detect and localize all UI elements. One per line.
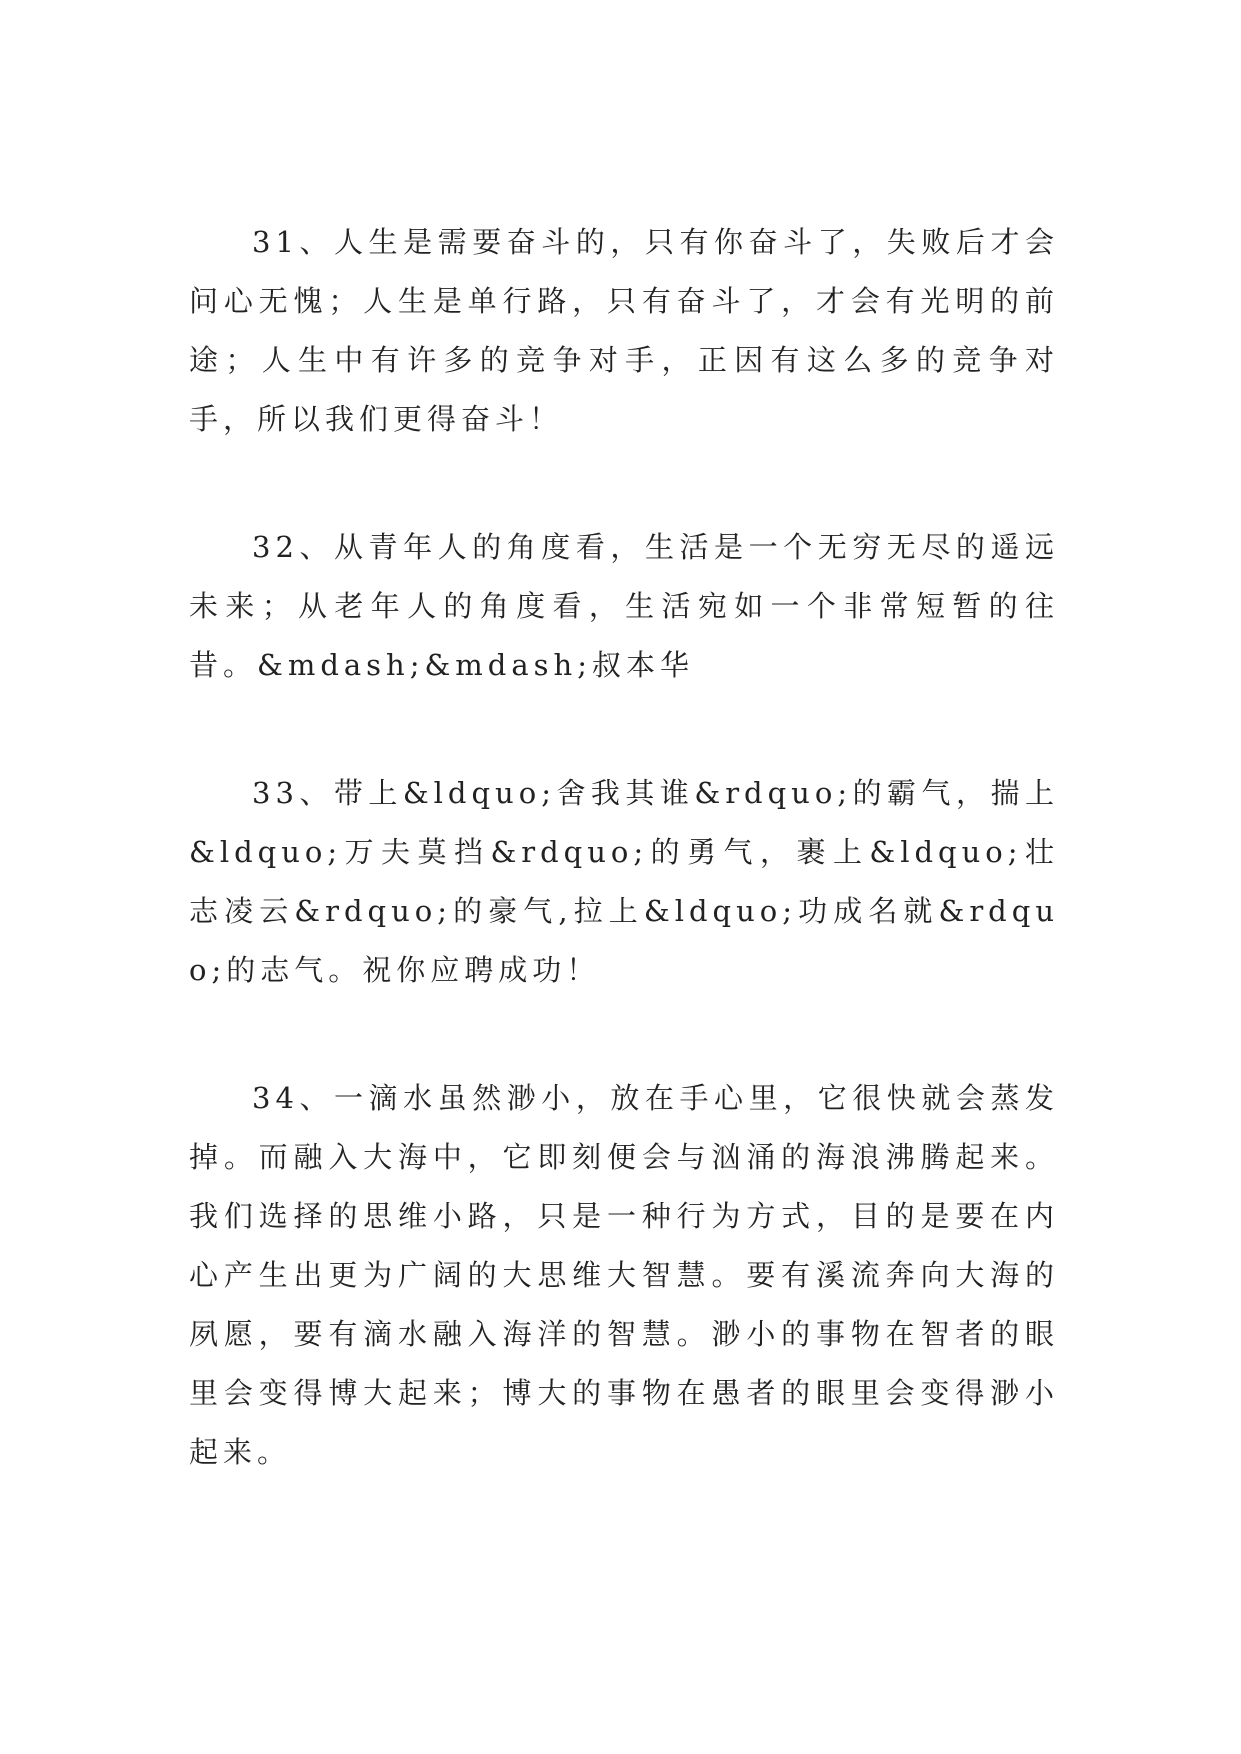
paragraph-34: 34、一滴水虽然渺小，放在手心里，它很快就会蒸发掉。而融入大海中，它即刻便会与汹涌的海浪沸腾起来。我们选择的思维小路，只是一种行为方式，目的是要在内心产生出更为广阔的大思维大智慧。要有溪流奔向大海的夙愿，要有滴水融入海洋的智慧。渺小的事物在智者的眼里会变得博大起来；博大的事物在愚者的眼里会变得渺小起来。	[189, 1081, 1059, 1469]
document-body	[189, 213, 1059, 1551]
paragraph-33: 33、带上&ldquo;舍我其谁&rdquo;的霸气，揣上&ldquo;万夫莫挡&rdquo;的勇气，裹上&ldquo;壮志凌云&rdquo;的豪气,拉上&ldquo;功成名就&rdquo;的志气。祝你应聘成功！	[189, 776, 1059, 987]
paragraph-32: 32、从青年人的角度看，生活是一个无穷无尽的遥远未来；从老年人的角度看，生活宛如一个非常短暂的往昔。&mdash;&mdash;叔本华	[189, 530, 1059, 682]
paragraph-31: 31、人生是需要奋斗的，只有你奋斗了，失败后才会问心无愧；人生是单行路，只有奋斗了，才会有光明的前途；人生中有许多的竞争对手，正因有这么多的竞争对手，所以我们更得奋斗！	[189, 225, 1059, 436]
